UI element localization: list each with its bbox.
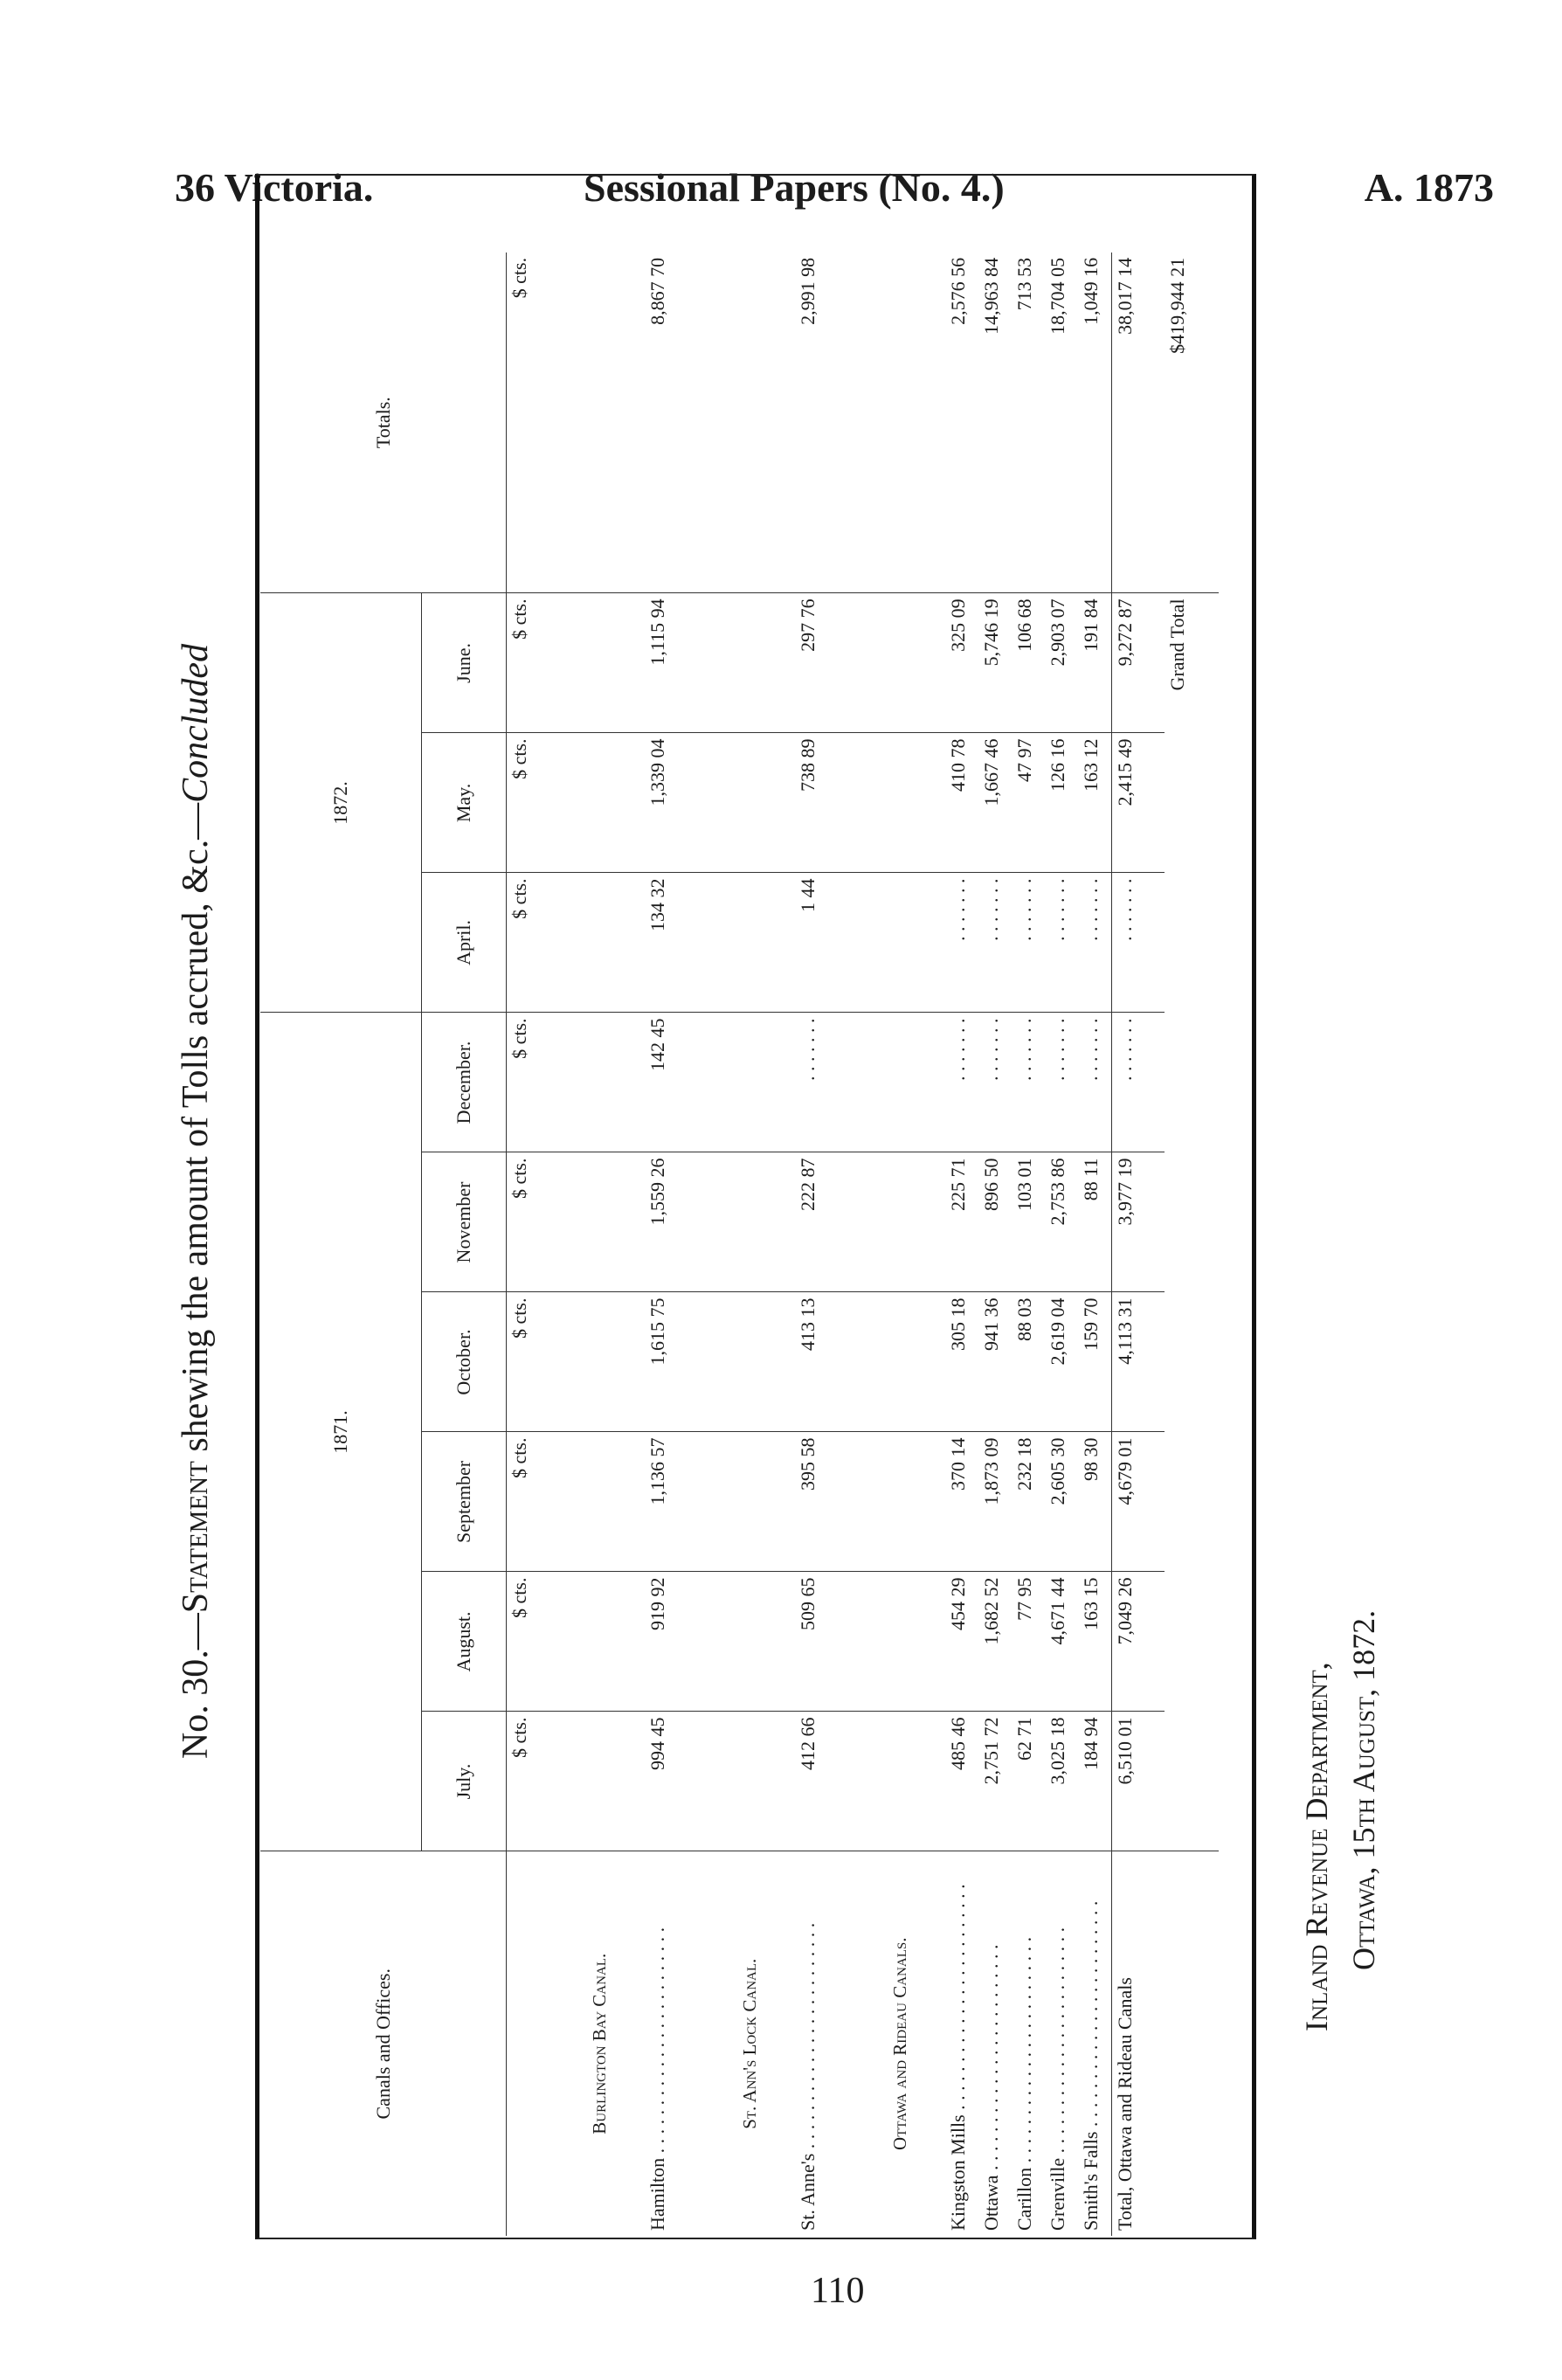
empty-cell	[704, 1013, 795, 1152]
table-row	[645, 253, 704, 2236]
toll-value: 1,682 52	[978, 1572, 1012, 1712]
section-total-value: 6,510 01	[1112, 1712, 1165, 1851]
toll-value: . . . . . . .	[978, 1013, 1012, 1152]
toll-value: 297 76	[795, 593, 854, 733]
section-total-value: . . . . . . .	[1112, 1013, 1165, 1152]
section-total-value: 9,272 87	[1112, 593, 1165, 733]
units-blank	[507, 1851, 555, 2236]
toll-value: 88 03	[1012, 1292, 1045, 1432]
office-cell	[1045, 1851, 1078, 2236]
toll-value: 77 95	[1012, 1572, 1045, 1712]
statement-caption	[175, 197, 217, 2206]
toll-value: 1,136 57	[645, 1432, 704, 1572]
empty-cell	[554, 593, 645, 733]
empty-cell	[704, 1152, 795, 1292]
toll-value: . . . . . . .	[1078, 873, 1112, 1013]
toll-value: 1,115 94	[645, 593, 704, 733]
empty-cell	[704, 1712, 795, 1851]
empty-cell	[554, 873, 645, 1013]
office-name: St. Anne's . . .	[797, 1923, 819, 2231]
toll-value: 485 46	[945, 1712, 978, 1851]
toll-value: 191 84	[1078, 593, 1112, 733]
office-cell	[978, 1851, 1012, 2236]
unit-label: $ cts.	[507, 1152, 555, 1292]
toll-value: 142 45	[645, 1013, 704, 1152]
month-header: November	[422, 1152, 507, 1292]
office-cell	[1078, 1851, 1112, 2236]
empty-cell	[854, 1152, 945, 1292]
toll-value: 134 32	[645, 873, 704, 1013]
toll-value: 1,873 09	[978, 1432, 1012, 1572]
office-name: Kingston Mills . . .	[947, 1884, 970, 2231]
unit-label: $ cts.	[507, 1572, 555, 1712]
toll-value: . . . . . . .	[1045, 1013, 1078, 1152]
table-body	[507, 253, 1220, 2236]
office-cell	[645, 1851, 704, 2236]
toll-value: 47 97	[1012, 733, 1045, 873]
col-totals-header: Totals.	[260, 253, 507, 593]
toll-value: 1,559 26	[645, 1152, 704, 1292]
empty-cell	[554, 1572, 645, 1712]
toll-value: 1,615 75	[645, 1292, 704, 1432]
empty-cell	[854, 1712, 945, 1851]
empty-cell	[704, 253, 795, 593]
toll-value: 2,903 07	[1045, 593, 1078, 733]
office-cell	[795, 1851, 854, 2236]
toll-value: 3,025 18	[1045, 1712, 1078, 1851]
unit-label: $ cts.	[507, 1292, 555, 1432]
section-title: St. Ann's Lock Canal.	[738, 1958, 760, 2129]
rotated-statement	[157, 162, 1450, 2241]
toll-value: 410 78	[945, 733, 978, 873]
toll-value: 1,667 46	[978, 733, 1012, 873]
unit-label: $ cts.	[507, 1013, 555, 1152]
toll-value: 370 14	[945, 1432, 978, 1572]
toll-value: 222 87	[795, 1152, 854, 1292]
table-row	[1045, 253, 1078, 2236]
section-total-value: 4,679 01	[1112, 1432, 1165, 1572]
tolls-table	[260, 253, 1219, 2236]
empty-cell	[554, 1152, 645, 1292]
empty-cell	[854, 873, 945, 1013]
toll-value: 163 15	[1078, 1572, 1112, 1712]
row-total: 1,049 16	[1078, 253, 1112, 593]
footer-signature	[1293, 1610, 1387, 2031]
row-total: 18,704 05	[1045, 253, 1078, 593]
toll-value: 103 01	[1012, 1152, 1045, 1292]
unit-label: $ cts.	[507, 1712, 555, 1851]
section-row	[554, 253, 645, 2236]
toll-value: 509 65	[795, 1572, 854, 1712]
table-row	[945, 253, 978, 2236]
section-row	[704, 253, 795, 2236]
toll-value: 896 50	[978, 1152, 1012, 1292]
toll-value: 2,751 72	[978, 1712, 1012, 1851]
section-total-value: 2,415 49	[1112, 733, 1165, 873]
toll-value: 2,753 86	[1045, 1152, 1078, 1292]
office-name: Smith's Falls . . .	[1080, 1901, 1102, 2231]
toll-value: 395 58	[795, 1432, 854, 1572]
empty-cell	[854, 1013, 945, 1152]
toll-value: 159 70	[1078, 1292, 1112, 1432]
toll-value: 232 18	[1012, 1432, 1045, 1572]
empty-cell	[854, 733, 945, 873]
caption-concluded: Concluded	[176, 643, 216, 803]
toll-value: . . . . . . .	[1045, 873, 1078, 1013]
toll-value: 88 11	[1078, 1152, 1112, 1292]
unit-label: $ cts.	[507, 873, 555, 1013]
unit-label: $ cts.	[507, 593, 555, 733]
row-total: 2,576 56	[945, 253, 978, 593]
office-cell	[945, 1851, 978, 2236]
toll-value: . . . . . . .	[795, 1013, 854, 1152]
month-header: December.	[422, 1013, 507, 1152]
office-name: Hamilton . . .	[646, 1927, 669, 2231]
section-total-label: Total, Ottawa and Rideau Canals	[1112, 1851, 1165, 2236]
toll-value: 738 89	[795, 733, 854, 873]
toll-value: 941 36	[978, 1292, 1012, 1432]
empty-cell	[704, 873, 795, 1013]
header-year: A. 1873	[1364, 165, 1494, 210]
row-total: 2,991 98	[795, 253, 854, 593]
caption-number: No. 30.—	[176, 1613, 216, 1760]
empty-cell	[704, 593, 795, 733]
unit-label: $ cts.	[507, 253, 555, 593]
section-total-value: 7,049 26	[1112, 1572, 1165, 1712]
empty-cell	[854, 1432, 945, 1572]
row-total: 14,963 84	[978, 253, 1012, 593]
grand-total-row	[1165, 253, 1219, 2236]
section-total-value: 4,113 31	[1112, 1292, 1165, 1432]
section-total-value: 3,977 19	[1112, 1152, 1165, 1292]
toll-value: 454 29	[945, 1572, 978, 1712]
caption-statement: Statement	[176, 1461, 216, 1614]
month-header: October.	[422, 1292, 507, 1432]
empty-cell	[554, 1292, 645, 1432]
toll-value: 98 30	[1078, 1432, 1112, 1572]
toll-value: 325 09	[945, 593, 978, 733]
toll-value: 1 44	[795, 873, 854, 1013]
empty-cell	[854, 593, 945, 733]
footer-place-date: Ottawa, 15th August, 1872.	[1346, 1609, 1381, 1970]
month-header: April.	[422, 873, 507, 1013]
toll-value: 919 92	[645, 1572, 704, 1712]
year-1871-header: 1871.	[260, 1013, 422, 1851]
toll-value: 163 12	[1078, 733, 1112, 873]
month-header: September	[422, 1432, 507, 1572]
empty-cell	[554, 1432, 645, 1572]
table-row	[1012, 253, 1045, 2236]
year-1872-header: 1872.	[260, 593, 422, 1013]
section-total-value: . . . . . . .	[1112, 873, 1165, 1013]
toll-value: 126 16	[1045, 733, 1078, 873]
empty-cell	[704, 1572, 795, 1712]
toll-value: 412 66	[795, 1712, 854, 1851]
toll-value: . . . . . . .	[1012, 1013, 1045, 1152]
empty-cell	[854, 1292, 945, 1432]
col-canals-header: Canals and Offices.	[260, 1851, 507, 2236]
table-row	[795, 253, 854, 2236]
toll-value: . . . . . . .	[1078, 1013, 1112, 1152]
empty-cell	[854, 1572, 945, 1712]
table-row	[1078, 253, 1112, 2236]
office-name: Carillon . . .	[1013, 1937, 1036, 2231]
empty-cell	[554, 253, 645, 593]
toll-value: 305 18	[945, 1292, 978, 1432]
row-total: 713 53	[1012, 253, 1045, 593]
office-name: Ottawa . . .	[980, 1944, 1003, 2231]
month-header: June.	[422, 593, 507, 733]
section-row	[854, 253, 945, 2236]
section-title: Burlington Bay Canal.	[588, 1953, 610, 2134]
toll-value: 994 45	[645, 1712, 704, 1851]
toll-value: . . . . . . .	[945, 873, 978, 1013]
table-row	[978, 253, 1012, 2236]
grand-total-label: Grand Total	[1165, 593, 1219, 1851]
toll-value: 2,605 30	[1045, 1432, 1078, 1572]
unit-label: $ cts.	[507, 733, 555, 873]
empty-cell	[704, 1292, 795, 1432]
toll-value: 225 71	[945, 1152, 978, 1292]
empty-cell	[704, 1432, 795, 1572]
toll-value: 62 71	[1012, 1712, 1045, 1851]
empty-cell	[554, 733, 645, 873]
toll-value: 5,746 19	[978, 593, 1012, 733]
grand-total-value: $419,944 21	[1165, 253, 1219, 593]
toll-value: . . . . . . .	[945, 1013, 978, 1152]
toll-value: 1,339 04	[645, 733, 704, 873]
header-session: 36 Victoria.	[175, 165, 374, 210]
toll-value: 4,671 44	[1045, 1572, 1078, 1712]
toll-value: 413 13	[795, 1292, 854, 1432]
section-total-row	[1112, 253, 1165, 2236]
header-papers: Sessional Papers (No. 4.)	[584, 165, 1005, 210]
month-header: May.	[422, 733, 507, 873]
empty-cell	[554, 1712, 645, 1851]
section-title: Ottawa and Rideau Canals.	[888, 1937, 910, 2150]
office-cell	[1012, 1851, 1045, 2236]
footer-department: Inland Revenue Department,	[1299, 1662, 1334, 2031]
month-header: August.	[422, 1572, 507, 1712]
toll-value: 106 68	[1012, 593, 1045, 733]
toll-value: . . . . . . .	[1012, 873, 1045, 1013]
month-header: July.	[422, 1712, 507, 1851]
caption-text: shewing the amount of Tolls accrued, &c.—	[176, 802, 216, 1462]
empty-cell	[554, 1013, 645, 1152]
units-row	[507, 253, 555, 2236]
page-number: 110	[811, 2271, 865, 2311]
toll-value: 2,619 04	[1045, 1292, 1078, 1432]
unit-label: $ cts.	[507, 1432, 555, 1572]
toll-value: . . . . . . .	[978, 873, 1012, 1013]
office-name: Grenville . . .	[1047, 1927, 1069, 2231]
empty-cell	[854, 253, 945, 593]
grand-blank	[1165, 1851, 1219, 2236]
toll-value: 184 94	[1078, 1712, 1112, 1851]
empty-cell	[704, 733, 795, 873]
row-total: 8,867 70	[645, 253, 704, 593]
section-total-sum: 38,017 14	[1112, 253, 1165, 593]
